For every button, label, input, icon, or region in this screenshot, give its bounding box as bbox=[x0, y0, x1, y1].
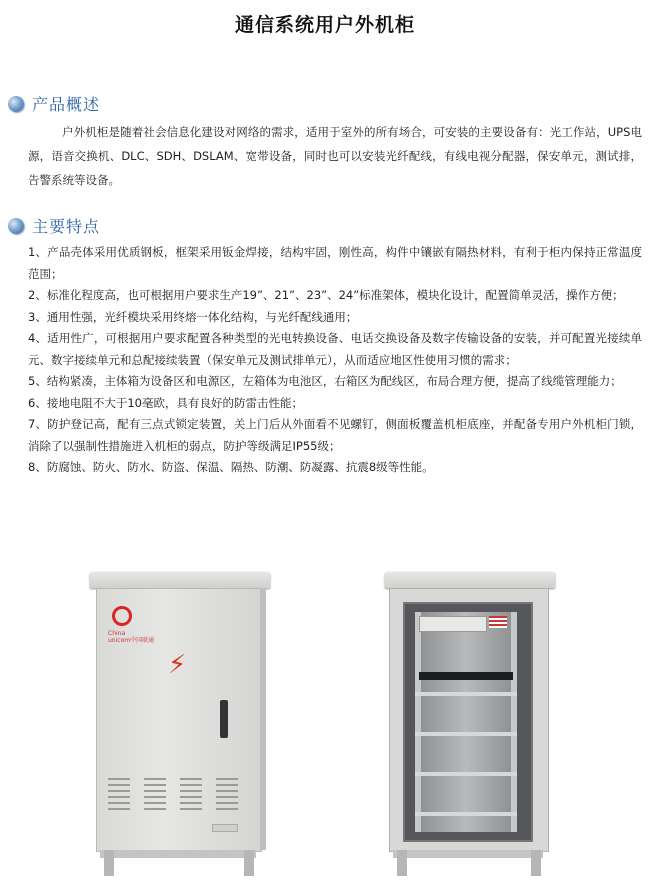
feature-item: 8、防腐蚀、防火、防水、防盗、保温、隔热、防潮、防凝露、抗震8级等性能。 bbox=[28, 460, 434, 474]
section-overview-header bbox=[8, 92, 100, 115]
power-panel bbox=[419, 616, 487, 632]
cabinet-base bbox=[100, 850, 256, 858]
vent-grille bbox=[216, 778, 238, 812]
section-features-title: 主要特点 bbox=[32, 217, 101, 236]
rack-shelf bbox=[415, 732, 517, 736]
equipment-rack bbox=[415, 612, 517, 832]
section-overview-body bbox=[28, 120, 642, 192]
rack-shelf bbox=[415, 772, 517, 776]
lightning-warning-icon: ⚡ bbox=[168, 650, 187, 680]
bullet-icon bbox=[8, 218, 24, 234]
cabinet-roof bbox=[90, 572, 270, 588]
page-title: 通信系统用户外机柜 bbox=[234, 14, 415, 36]
feature-item: 4、适用性广，可根据用户要求配置各种类型的光电转换设备、电话交换设备及数字传输设备的安装，并可配置光接续单元、数字接续单元和总配接续装置（保安单元及测试排单元），从而适应地区性使用习惯的需求； bbox=[28, 331, 642, 367]
cabinet-leg bbox=[104, 850, 114, 876]
feature-item: 7、防护登记高，配有三点式锁定装置，关上门后从外面看不见螺钉，侧面板覆盖机柜底座，并配备专用户外机柜门锁，消除了以强制性措施进入机柜的弱点，防护等级满足IP55级； bbox=[28, 417, 642, 453]
cabinet-base bbox=[393, 850, 543, 858]
feature-item: 1、产品壳体采用优质钢板，框架采用钣金焊接，结构牢固，刚性高，构件中镶嵌有隔热材料，有利于柜内保持正常温度范围； bbox=[28, 245, 642, 281]
cabinet-roof bbox=[385, 572, 555, 588]
feature-item: 2、标准化程度高，也可根据用户要求生产19”、21”、23”、24”标准架体，模块化设计，配置简单灵活，操作方便； bbox=[28, 288, 624, 302]
name-plate bbox=[212, 824, 238, 832]
rack-rail bbox=[511, 612, 517, 832]
cabinet-leg bbox=[397, 850, 407, 876]
features-list bbox=[28, 242, 642, 479]
cabinet-leg bbox=[244, 850, 254, 876]
overview-text: 户外机柜是随着社会信息化建设对网络的需求，适用于室外的所有场合，可安装的主要设备有：光工作站，UPS电源，语音交换机、DLC、SDH、DSLAM、宽带设备，同时也可以安装光纤配线，有线电视分配器，保安单元，测试排，告警系统等设备。 bbox=[28, 125, 642, 187]
cabinet-side bbox=[260, 588, 266, 850]
rack-unit bbox=[419, 672, 513, 680]
feature-item: 3、通用性强，光纤模块采用终熔一体化结构，与光纤配线通用； bbox=[28, 309, 358, 324]
rack-shelf bbox=[415, 812, 517, 816]
vent-grille bbox=[144, 778, 166, 812]
door-handle bbox=[220, 700, 228, 738]
cabinet-closed-photo bbox=[90, 572, 270, 876]
section-features-header bbox=[8, 214, 100, 237]
vent-grille bbox=[180, 778, 202, 812]
unicom-logo-text: China unicom中国联通 bbox=[108, 630, 155, 644]
cabinet-leg bbox=[531, 850, 541, 876]
vent-grille bbox=[108, 778, 130, 812]
flag-label-icon bbox=[489, 616, 507, 628]
feature-item: 6、接地电阻不大于10毫欧，具有良好的防雷击性能； bbox=[28, 395, 303, 410]
section-overview-title: 产品概述 bbox=[32, 95, 101, 114]
cabinet-open-photo bbox=[385, 572, 555, 876]
rack-shelf bbox=[415, 692, 517, 696]
feature-item: 5、结构紧凑，主体箱为设备区和电源区，左箱体为电池区，右箱区为配线区，布局合理方便，提高了线缆管理能力； bbox=[28, 374, 622, 388]
rack-rail bbox=[415, 612, 421, 832]
bullet-icon bbox=[8, 96, 24, 112]
cabinet-door bbox=[96, 588, 262, 852]
unicom-logo-icon bbox=[112, 606, 132, 626]
